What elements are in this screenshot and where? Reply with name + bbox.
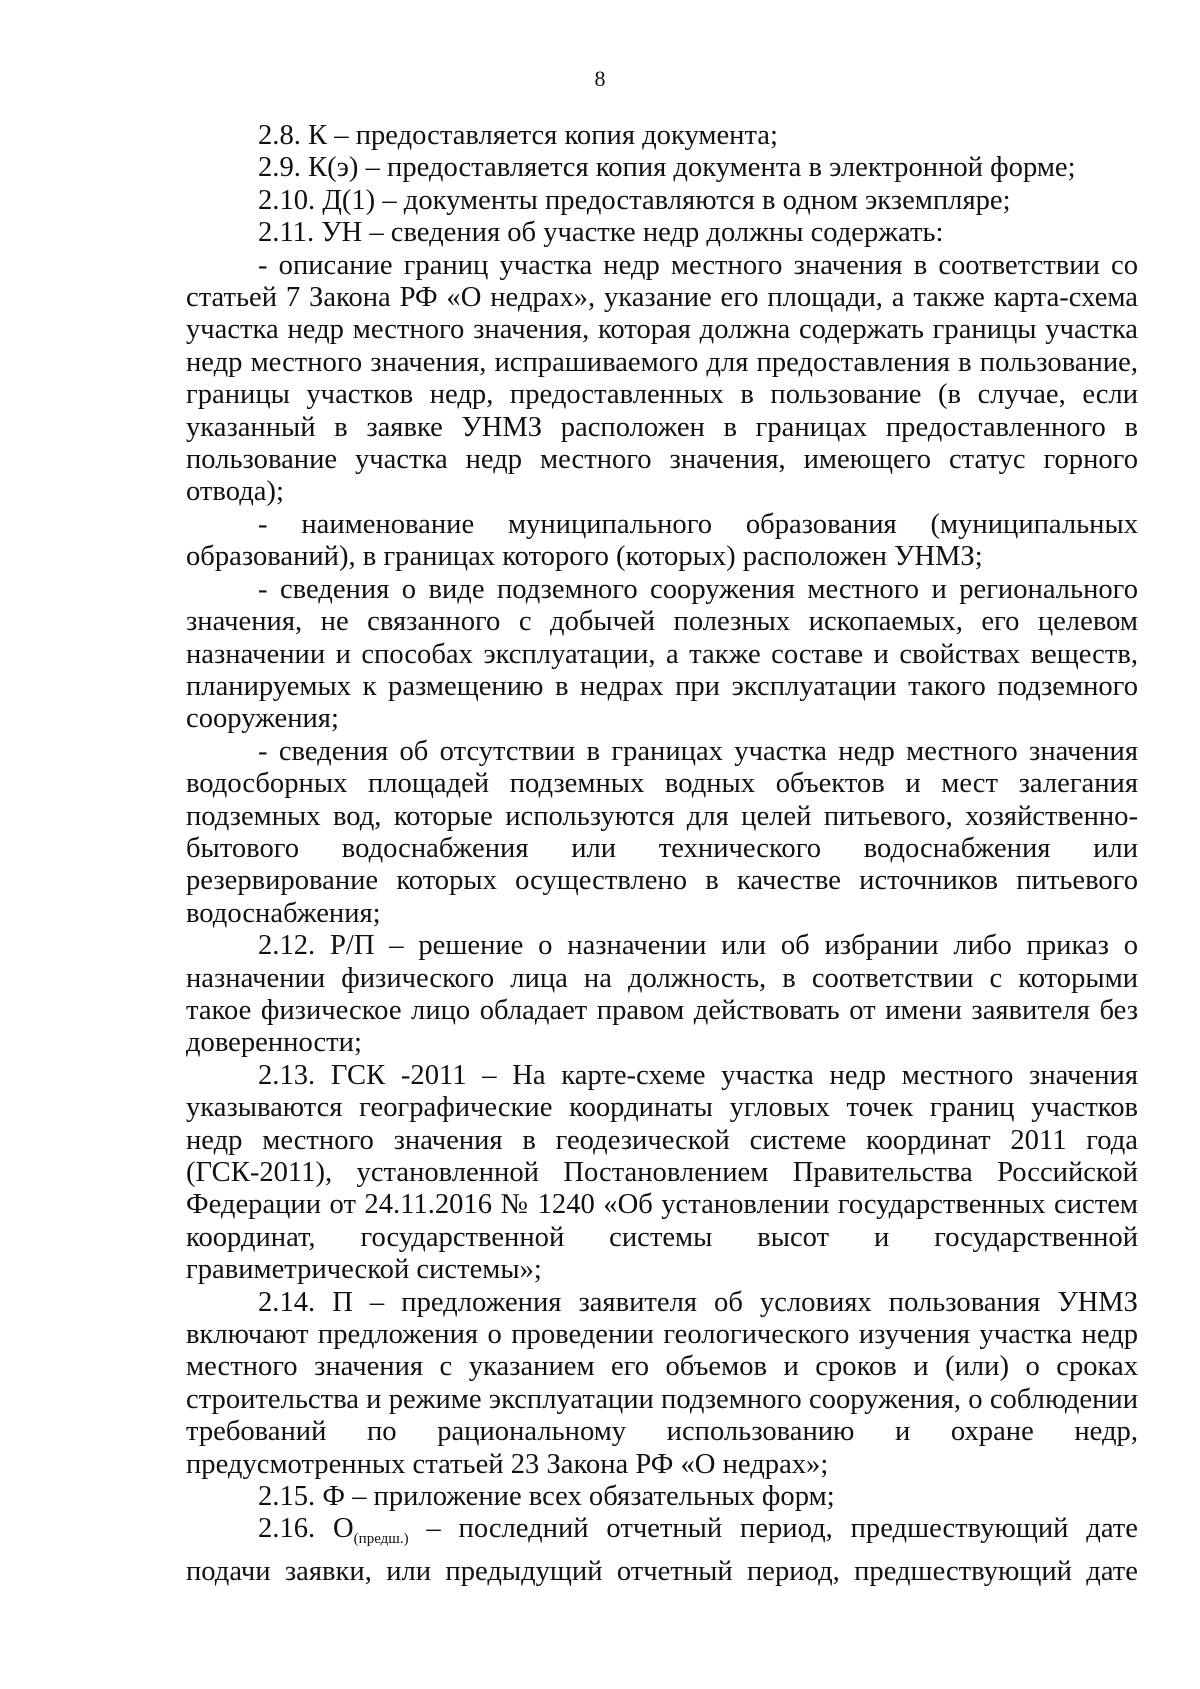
paragraph-2-13: 2.13. ГСК -2011 – На карте-схеме участка недр местного значения указываются географические координаты угловых точек границ участков недр местного значения в геодезической системе координат 2011 года (ГСК-2011), установленной Постановлением Правительства Российской Федерации от 24.11.2016 № 1240 «Об установлении государственных систем координат, государственной системы высот и государственной гравиметрической системы»;: [186, 1059, 1138, 1286]
paragraph-2-9: 2.9. К(э) – предоставляется копия документа в электронной форме;: [258, 152, 1076, 184]
paragraph-2-16-prefix: 2.16. О: [258, 1513, 354, 1545]
paragraph-2-12: 2.12. Р/П – решение о назначении или об избрании либо приказ о назначении физического лица на должность, в соответствии с которыми такое физическое лицо обладает правом действовать от имени заявителя без доверенности;: [186, 930, 1138, 1059]
page-number: 8: [594, 66, 606, 91]
list-item-structure-info: - сведения о виде подземного сооружения местного и регионального значения, не связанного с добычей полезных ископаемых, его целевом назначении и способах эксплуатации, а также составе и свойствах веществ, планируемых к размещению в недрах при эксплуатации такого подземного сооружения;: [186, 573, 1138, 735]
list-item-boundaries: - описание границ участка недр местного значения в соответствии со статьей 7 Закона РФ «О недрах», указание его площади, а также карта-схема участка недр местного значения, которая должна содержать границы участка недр местного значения, испрашиваемого для предоставления в пользование, границы участков недр, предоставленных в пользование (в случае, если указанный в заявке УНМЗ расположен в границах предоставленного в пользование участка недр местного значения, имеющего статус горного отвода);: [186, 249, 1138, 508]
paragraph-2-15: 2.15. Ф – приложение всех обязательных форм;: [258, 1481, 835, 1513]
paragraph-2-16: [186, 1513, 1138, 1588]
list-item-water-absence: - сведения об отсутствии в границах участка недр местного значения водосборных площадей подземных водных объектов и мест залегания подземных вод, которые используются для целей питьевого, хозяйственно-бытового водоснабжения или технического водоснабжения или резервирование которых осуществлено в качестве источников питьевого водоснабжения;: [186, 735, 1138, 929]
paragraph-2-8: 2.8. К – предоставляется копия документа;: [258, 120, 778, 151]
list-item-municipality: - наименование муниципального образования (муниципальных образований), в границах которого (которых) расположен УНМЗ;: [186, 508, 1138, 573]
paragraph-2-14: 2.14. П – предложения заявителя об условиях пользования УНМЗ включают предложения о проведении геологического изучения участка недр местного значения с указанием его объемов и сроков и (или) о сроках строительства и режиме эксплуатации подземного сооружения, о соблюдении требований по рациональному использованию и охране недр, предусмотренных статьей 23 Закона РФ «О недрах»;: [186, 1286, 1138, 1480]
paragraph-2-16-subscript: (предш.): [353, 1531, 409, 1548]
document-body: [186, 120, 1138, 1588]
paragraph-2-16-text: – последний отчетный период, предшествующий дате подачи заявки, или предыдущий отчетный период, предшествующий дате: [186, 1513, 1138, 1587]
paragraph-2-10: 2.10. Д(1) – документы предоставляются в одном экземпляре;: [258, 184, 1011, 216]
paragraph-2-11: 2.11. УН – сведения об участке недр должны содержать:: [258, 217, 944, 249]
